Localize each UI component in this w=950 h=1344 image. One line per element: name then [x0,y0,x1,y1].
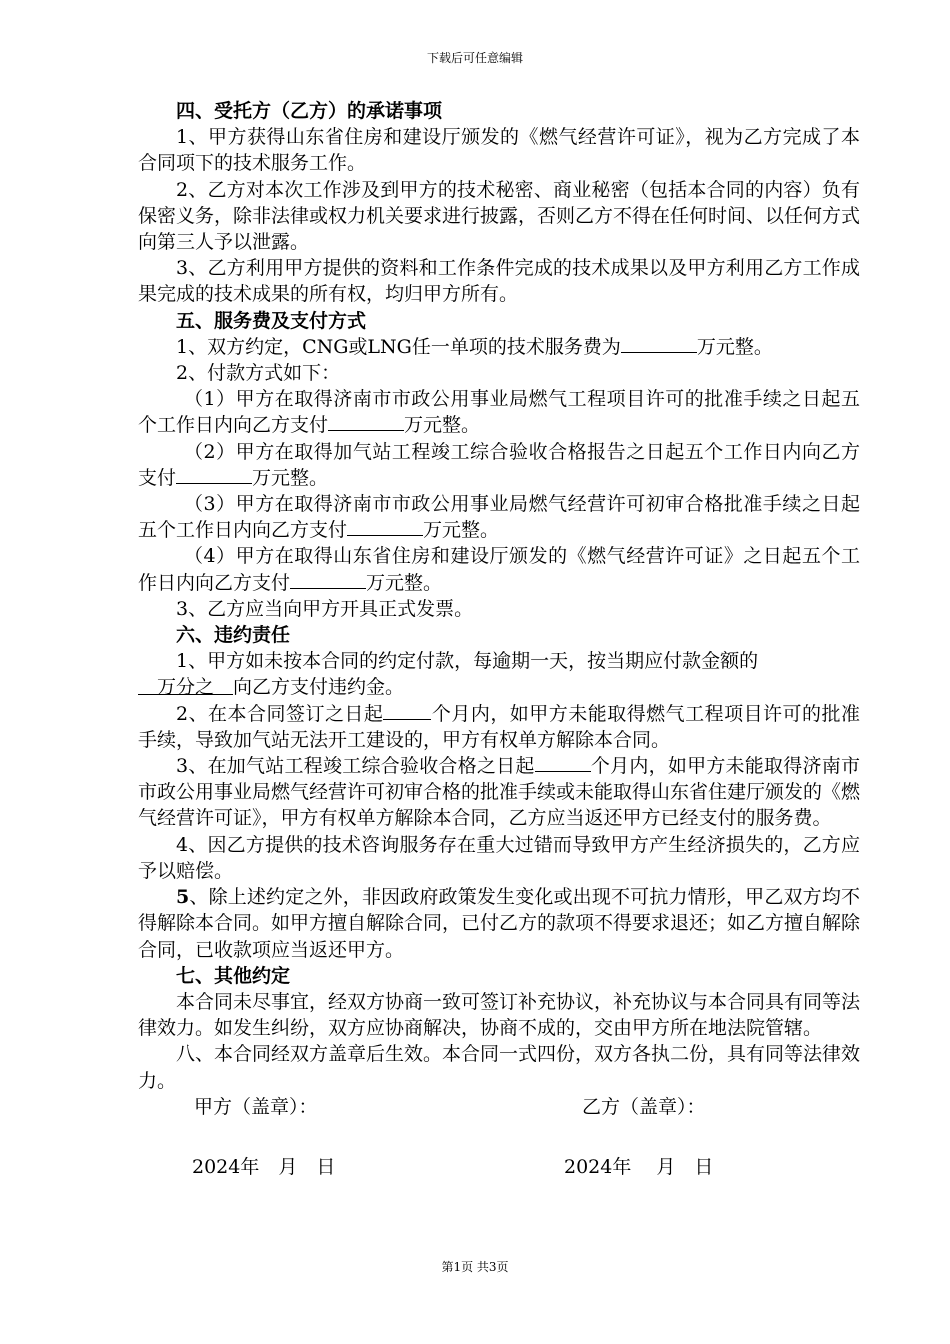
section-8-item-1: 八、本合同经双方盖章后生效。本合同一式四份，双方各执二份，具有同等法律效力。 [138,1043,861,1092]
section-5-item-3: 3、乙方应当向甲方开具正式发票。 [176,597,474,620]
payment-item-2 [138,439,860,491]
fee-text: 1、双方约定，CNG或LNG任一单项的技术服务费为 [176,335,621,358]
contract-body [138,98,860,1200]
payment-3-text: （3）甲方在取得济南市市政公用事业局燃气经营许可初审合格批准手续之日起五个工作日内向乙方支付 [138,493,860,542]
fee-unit: 万元整。 [696,335,773,358]
item-5-text: 、除上述约定之外，非因政府政策发生变化或出现不可抗力情形，甲乙双方均不得解除本合同。如甲方擅自解除合同，已付乙方的款项不得要求退还；如乙方擅自解除合同，已收款项应当返还甲方。 [138,886,861,961]
section-6-item-1 [138,648,860,674]
termination-3-text-end: 个月内，如甲方未能取得济南市市政公用事业局燃气经营许可初审合格的批准手续或未能取得山东省住建厅颁发的《燃气经营许可证》，甲方有权单方解除本合同，乙方应当返还甲方已经支付的服务费。 [138,755,861,830]
section-5-item-1 [138,334,860,360]
party-a-seal: 甲方（盖章）： [194,1095,318,1118]
payment-1-unit: 万元整。 [404,414,481,437]
page-number: 第1页 共3页 [441,1260,509,1274]
section-5-item-2: 2、付款方式如下： [176,362,341,385]
section-6-item-4: 4、因乙方提供的技术咨询服务存在重大过错而导致甲方产生经济损失的，乙方应予以赔偿。 [138,833,860,882]
fee-blank [621,352,697,353]
header-note: 下载后可任意编辑 [426,51,523,65]
section-4-item-1: 1、甲方获得山东省住房和建设厅颁发的《燃气经营许可证》，视为乙方完成了本合同项下的技术服务工作。 [138,126,860,175]
payment-item-4 [138,543,860,595]
party-b-date: 2024年 月 日 [564,1155,714,1178]
payment-item-1 [138,386,860,438]
payment-item-3 [138,491,860,543]
section-6-title: 六、违约责任 [176,624,291,647]
penalty-text-end: 向乙方支付违约金。 [233,676,405,699]
signature-row [138,1094,860,1140]
payment-4-text: （4）甲方在取得山东省住房和建设厅颁发的《燃气经营许可证》之日起五个工作日内向乙方支付 [138,545,860,594]
section-6-item-5 [138,884,860,963]
payment-2-text: （2）甲方在取得加气站工程竣工综合验收合格报告之日起五个工作日内向乙方支付 [138,440,860,489]
termination-3-text: 3、在加气站工程竣工综合验收合格之日起 [176,755,535,778]
party-b-seal: 乙方（盖章）： [582,1095,706,1118]
section-6-item-2 [138,701,860,753]
months-blank-1 [383,719,431,720]
months-blank-2 [535,771,591,772]
payment-4-unit: 万元整。 [366,571,443,594]
payment-3-blank [347,535,423,536]
payment-3-unit: 万元整。 [423,519,500,542]
section-5-title: 五、服务费及支付方式 [176,309,367,332]
payment-4-blank [290,588,366,589]
payment-2-unit: 万元整。 [252,466,329,489]
penalty-rate: 万分之 [138,676,234,699]
payment-1-text: （1）甲方在取得济南市市政公用事业局燃气工程项目许可的批准手续之日起五个工作日内向乙方支付 [138,388,860,437]
section-7-item-1: 本合同未尽事宜，经双方协商一致可签订补充协议，补充协议与本合同具有同等法律效力。如发生纠纷，双方应协商解决，协商不成的，交由甲方所在地法院管辖。 [138,990,861,1040]
party-a-date: 2024年 月 日 [192,1155,336,1178]
date-row [138,1154,860,1200]
payment-2-blank [176,483,252,484]
section-7-title: 七、其他约定 [176,964,291,987]
section-4-title: 四、受托方（乙方）的承诺事项 [176,100,443,122]
section-4-item-2: 2、乙方对本次工作涉及到甲方的技术秘密、商业秘密（包括本合同的内容）负有保密义务，除非法律或权力机关要求进行披露，否则乙方不得在任何时间、以任何方式向第三人予以泄露。 [138,178,861,254]
item-5-number: 5 [176,886,190,909]
penalty-text: 1、甲方如未按本合同的约定付款，每逾期一天，按当期应付款金额的 [176,650,759,673]
section-4-item-3: 3、乙方利用甲方提供的资料和工作条件完成的技术成果以及甲方利用乙方工作成果完成的技术成果的所有权，均归甲方所有。 [138,257,860,306]
payment-1-blank [328,430,404,431]
section-6-item-1-cont [138,674,860,700]
termination-2-text-end: 个月内，如甲方未能取得燃气工程项目许可的批准手续，导致加气站无法开工建设的，甲方有权单方解除本合同。 [138,702,860,751]
section-6-item-3 [138,753,860,832]
termination-2-text: 2、在本合同签订之日起 [176,702,384,725]
